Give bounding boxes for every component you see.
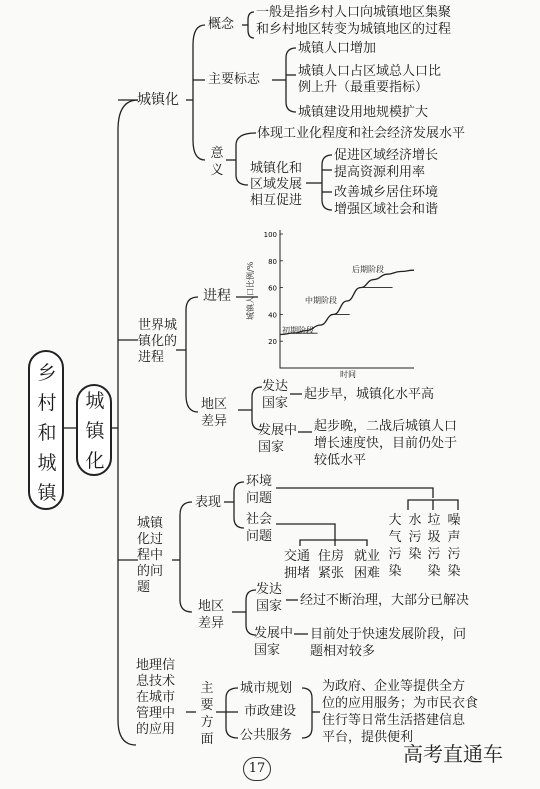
meaning-sub-label1: 城镇化和 xyxy=(250,161,303,176)
soc-label-text: 社会问题 xyxy=(246,512,273,544)
sec2-developed-text: 起步早，城镇化水平高 xyxy=(304,387,435,402)
chart-ylabel: 城镇人口比例/% xyxy=(246,261,255,320)
env-item-4: 噪声污染 xyxy=(447,513,461,579)
watermark: 高考直通车 xyxy=(403,742,503,766)
sec3-developing-label-text: 发展中国家 xyxy=(254,626,294,658)
marks-label: 主要标志 xyxy=(208,72,261,87)
sec3-developing-label xyxy=(254,625,298,659)
sec3-developing-line2: 题相对较多 xyxy=(310,644,376,659)
sec4-main-label: 主要方面 xyxy=(200,681,214,747)
process-label: 进程 xyxy=(203,288,231,304)
concept-line2: 和乡村地区转变为城镇地区的过程 xyxy=(256,22,452,37)
page-number: 17 xyxy=(243,757,271,781)
env-label xyxy=(246,473,276,507)
sec3-region-label xyxy=(198,598,228,632)
sec2-developing-line1: 起步晚，二战后城镇人口 xyxy=(314,419,458,434)
root-title: 乡村和城镇 xyxy=(37,362,57,504)
meaning-item1: 体现工业化程度和社会经济发展水平 xyxy=(257,126,466,141)
sec3-developed-label-text: 发达国家 xyxy=(256,582,283,614)
marks-item3: 城镇建设用地规模扩大 xyxy=(298,105,429,120)
main-title: 城镇化 xyxy=(85,390,105,472)
sec2-title-text: 世界城镇化的进程 xyxy=(138,318,178,365)
sec4-text-1: 为政府、企业等提供全方 xyxy=(322,679,466,694)
sec3-title xyxy=(137,516,169,596)
soc-item-1-text: 交通拥堵 xyxy=(284,549,311,581)
soc-item-2-text: 住房紧张 xyxy=(318,549,345,581)
chart-xlabel: 时间 xyxy=(340,370,356,379)
env-item-1: 大气污染 xyxy=(388,513,402,579)
sec4-title-text: 地理信息技术在城市管理中的应用 xyxy=(136,658,176,737)
sec1-title: 城镇化 xyxy=(137,92,179,108)
chart-ytick-label: 100 xyxy=(263,231,277,239)
sec2-region-label-text: 地区差异 xyxy=(201,397,228,429)
chart-series-line xyxy=(280,270,414,334)
meaning-sub-label2: 区域发展 xyxy=(250,177,303,192)
env-label-text: 环境问题 xyxy=(246,474,273,506)
chart-marks xyxy=(280,270,414,334)
soc-item-3 xyxy=(354,548,382,582)
soc-item-1 xyxy=(284,548,312,582)
marks-item1: 城镇人口增加 xyxy=(298,41,377,56)
sec2-developing-label xyxy=(258,422,302,456)
sec2-developed-label-text: 发达国家 xyxy=(262,379,289,411)
concept-line1: 一般是指乡村人口向城镇地区集聚 xyxy=(256,5,452,20)
meaning-sub-item-4: 增强区域社会和谐 xyxy=(334,202,439,217)
sec2-developing-line2: 增长速度快，目前仍处于 xyxy=(314,436,458,451)
show-label: 表现 xyxy=(195,495,222,510)
marks-item2a: 城镇人口占区域总人口比 xyxy=(298,64,442,79)
sec2-title xyxy=(138,318,178,366)
soc-item-3-text: 就业困难 xyxy=(354,549,381,581)
chart-ytick-label: 40 xyxy=(268,311,277,320)
sec4-item-2: 市政建设 xyxy=(244,704,297,719)
marks-item2b: 例上升（最重要指标） xyxy=(298,80,429,95)
sec3-title-text: 城镇化过程中的问题 xyxy=(137,516,164,595)
sec2-region-label xyxy=(201,396,231,430)
chart-ytick-label: 20 xyxy=(268,338,277,347)
chart-axis-lines xyxy=(280,230,414,368)
sec4-item-1: 城市规划 xyxy=(240,681,293,696)
root-node xyxy=(28,350,64,510)
chart-annotation-late: 后期阶段 xyxy=(352,265,384,274)
sec2-developing-line3: 较低水平 xyxy=(314,453,367,468)
sec2-developed-label xyxy=(262,378,292,412)
env-item-3: 垃圾污染 xyxy=(427,513,441,579)
sec3-region-label-text: 地区差异 xyxy=(198,599,225,631)
soc-label xyxy=(246,511,276,545)
meaning-sub-item-3: 改善城乡居住环境 xyxy=(334,185,439,200)
env-item-2: 水污染 xyxy=(408,513,422,562)
concept-label: 概念 xyxy=(208,17,235,32)
meaning-sub-item-2: 提高资源利用率 xyxy=(334,165,426,180)
meaning-label: 意义 xyxy=(210,146,224,178)
sec3-developed-label xyxy=(256,581,286,615)
sec3-developed-text: 经过不断治理，大部分已解决 xyxy=(300,593,470,608)
sec4-text-4: 平台，提供便利 xyxy=(322,730,414,745)
sec4-item-3: 公共服务 xyxy=(240,728,293,743)
chart-annotation-mid: 中期阶段 xyxy=(305,296,337,305)
sec3-developing-line1: 目前处于快速发展阶段，问 xyxy=(310,627,467,642)
chart-ytick-label: 80 xyxy=(268,257,277,266)
urbanization-chart xyxy=(258,228,418,380)
sec2-developing-label-text: 发展中国家 xyxy=(258,423,298,455)
chart-annotation-early: 初期阶段 xyxy=(282,326,314,335)
meaning-sub-label3: 相互促进 xyxy=(250,193,303,208)
chart-ytick-label: 60 xyxy=(268,284,277,293)
main-node xyxy=(76,384,112,476)
chart-axes xyxy=(280,230,414,368)
sec4-text-3: 住行等日常生活搭建信息 xyxy=(322,713,466,728)
sec4-title xyxy=(136,658,184,738)
soc-item-2 xyxy=(318,548,346,582)
sec4-text-2: 位的应用服务；为市民衣食 xyxy=(322,696,479,711)
meaning-sub-item-1: 促进区域经济增长 xyxy=(334,148,439,163)
